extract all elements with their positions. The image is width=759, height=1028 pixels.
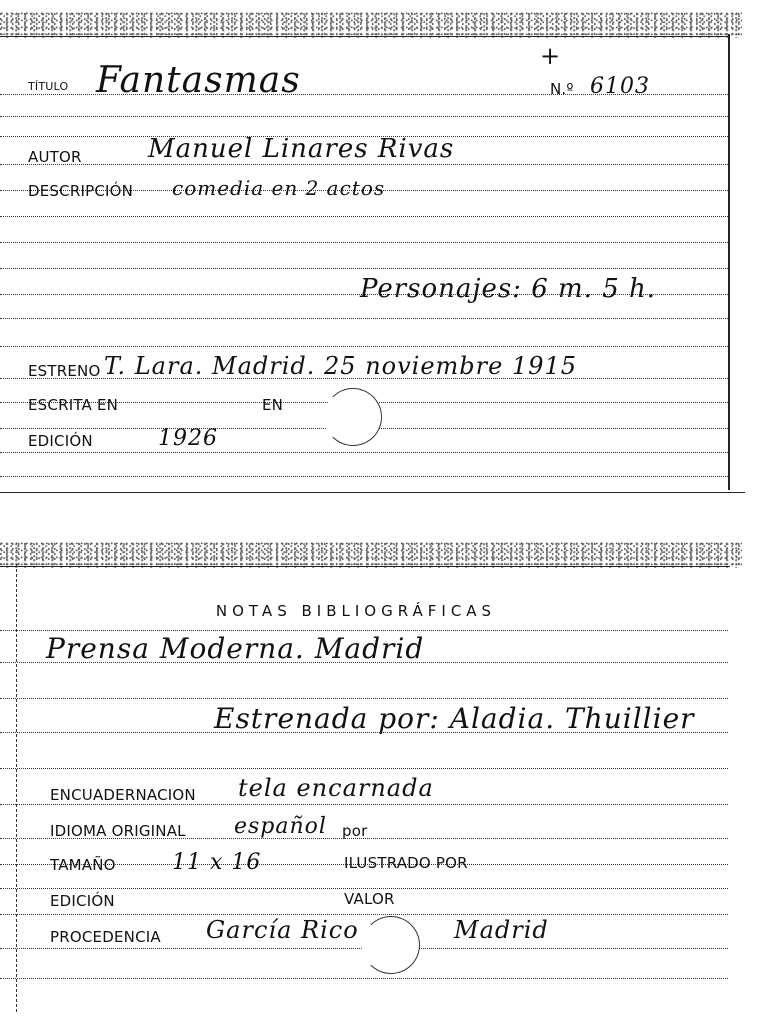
procedencia-value: García Rico [206, 916, 359, 944]
ruled-line [0, 318, 728, 319]
procedencia-city: Madrid [454, 916, 549, 944]
catalog-card-bottom [0, 542, 742, 1012]
catalog-card-top [0, 12, 742, 490]
ruled-line [0, 268, 728, 269]
ruled-line [0, 476, 728, 477]
en-label: EN [262, 396, 284, 414]
ruled-line [0, 978, 728, 979]
ruled-line [0, 164, 728, 165]
personajes-value: Personajes: 6 m. 5 h. [360, 274, 657, 304]
ruled-line [0, 768, 728, 769]
card-right-border [728, 34, 730, 490]
notas-heading: NOTAS BIBLIOGRÁFICAS [215, 602, 497, 620]
ink-stamp-circle [362, 916, 420, 974]
estreno-value: T. Lara. Madrid. 25 noviembre 1915 [104, 352, 578, 380]
ruled-line [0, 116, 728, 117]
encuadernacion-value: tela encarnada [238, 774, 434, 802]
card-top-border [0, 566, 730, 567]
por-label: por [342, 822, 368, 840]
autor-label: AUTOR [28, 148, 82, 166]
edicion-value: 1926 [158, 426, 218, 451]
idioma-label: IDIOMA ORIGINAL [50, 822, 186, 840]
ruled-line [0, 804, 728, 805]
encuadernacion-label: ENCUADERNACION [50, 786, 196, 804]
numero-label: N.º [550, 80, 574, 98]
scan-speckle-edge [0, 542, 742, 568]
ruled-line [0, 888, 728, 889]
tamano-value: 11 x 16 [172, 850, 262, 875]
ruled-line [0, 346, 728, 347]
valor-label: VALOR [344, 890, 395, 908]
descripcion-value: comedia en 2 actos [172, 176, 386, 200]
ruled-line [0, 914, 728, 915]
prensa-value: Prensa Moderna. Madrid [46, 632, 425, 665]
numero-value: 6103 [590, 74, 650, 99]
escrita-label: ESCRITA EN [28, 396, 119, 414]
procedencia-label: PROCEDENCIA [50, 928, 161, 946]
card-top-border [0, 36, 730, 37]
ruled-line [0, 216, 728, 217]
estreno-label: ESTRENO [28, 362, 101, 380]
titulo-label: TÍTULO [28, 80, 69, 93]
card-left-border [16, 564, 17, 1012]
edicion-label: EDICIÓN [50, 892, 115, 910]
autor-value: Manuel Linares Rivas [148, 134, 455, 164]
titulo-value: Fantasmas [96, 60, 301, 101]
ruled-line [0, 698, 728, 699]
ilustrado-label: ILUSTRADO POR [344, 854, 468, 872]
ruled-line [0, 452, 728, 453]
edicion-label: EDICIÓN [28, 432, 93, 450]
card-separator [0, 492, 745, 493]
scan-speckle-edge [0, 12, 742, 38]
ruled-line [0, 242, 728, 243]
ruled-line [0, 630, 728, 631]
cross-mark: + [540, 42, 562, 70]
tamano-label: TAMAÑO [50, 856, 116, 874]
estrenada-value: Estrenada por: Aladia. Thuillier [214, 702, 695, 735]
ink-stamp-circle [324, 388, 382, 446]
idioma-value: español [234, 814, 327, 839]
descripcion-label: DESCRIPCIÓN [28, 182, 134, 200]
